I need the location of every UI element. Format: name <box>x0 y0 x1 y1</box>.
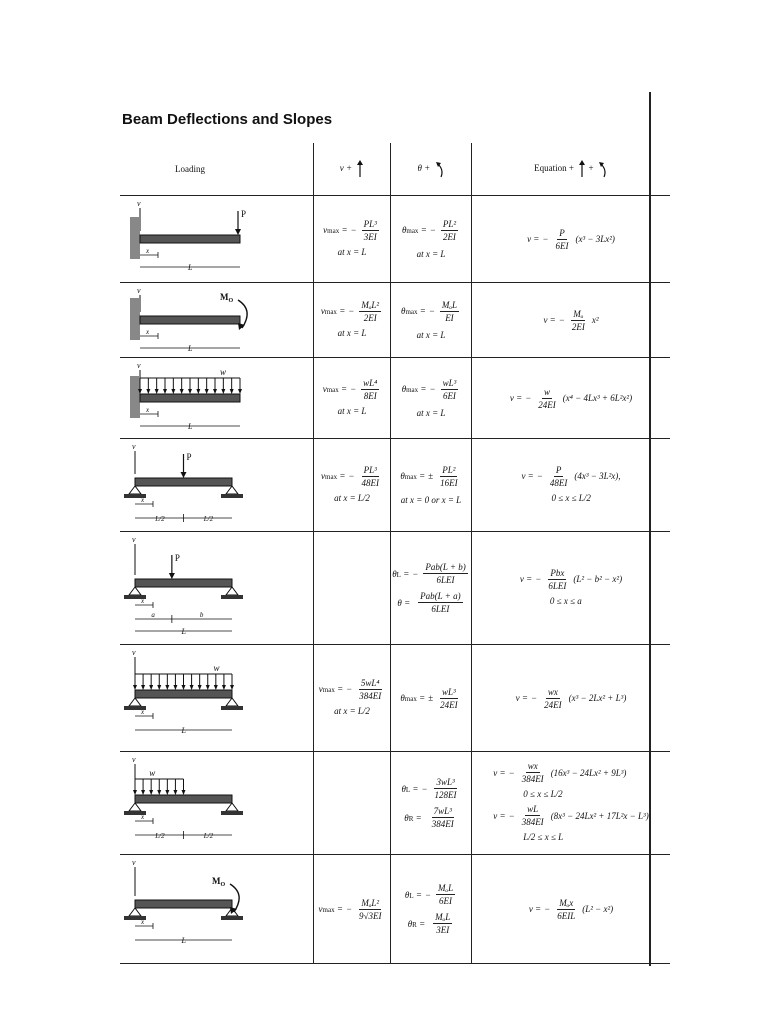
formula-line <box>392 561 470 586</box>
formula-lhs: θmax = <box>401 225 427 235</box>
loading-diagram-cell <box>120 439 314 532</box>
formula-line <box>323 377 382 402</box>
roller-support-right <box>221 698 243 710</box>
distributed-load <box>133 674 234 690</box>
fraction-numerator: P <box>559 227 565 238</box>
fraction <box>362 218 379 243</box>
dimension-lines <box>135 501 232 522</box>
beam-table <box>120 143 670 964</box>
distributed-load-label: w <box>220 367 227 377</box>
fraction <box>430 805 456 830</box>
location-note: at x = L <box>416 248 446 259</box>
fraction-denominator: 384EI <box>521 774 544 784</box>
moment-label: $M_O$ <box>220 292 234 304</box>
dim-label-length: L <box>181 627 186 636</box>
dim-label-x: x <box>141 918 145 926</box>
formula-tail: (x³ − 3Lx²) <box>575 234 615 244</box>
formula-lhs: v = <box>493 767 506 778</box>
formula-line <box>527 227 615 252</box>
formula-lhs: vmax = <box>318 684 344 694</box>
formula-line <box>400 464 461 489</box>
formula-sign: − <box>429 225 436 235</box>
formula-sign: − <box>424 889 432 900</box>
formula-sign: − <box>508 767 515 778</box>
ccw-rotation-icon <box>598 160 608 178</box>
range-note: L/2 ≤ x ≤ L <box>523 832 564 842</box>
fraction-numerator: PL³ <box>363 218 377 229</box>
loading-diagram-cell <box>120 283 314 358</box>
fraction-numerator: MₒL <box>435 912 451 922</box>
distributed-load-label: w <box>213 663 220 673</box>
formula-lhs: v = <box>493 810 506 821</box>
formula-lhs: vmax = <box>321 471 346 481</box>
formula-tail: (x⁴ − 4Lx³ + 6L²x²) <box>562 393 633 403</box>
fraction-denominator: 384EI <box>359 690 382 701</box>
fraction-numerator: 7wL³ <box>433 806 452 816</box>
formula-line <box>510 386 632 411</box>
dim-label-x: x <box>141 813 145 821</box>
loading-diagram-cell <box>120 855 314 964</box>
formula-lhs: v = <box>527 234 540 244</box>
location-note: at x = L/2 <box>334 705 370 716</box>
dim-label-left: L/2 <box>155 515 165 523</box>
dim-label-x: x <box>146 328 150 336</box>
table-row <box>120 358 670 439</box>
formula-line <box>321 464 383 489</box>
location-note: at x = L <box>416 329 446 340</box>
fraction <box>361 377 379 402</box>
formula-sign: − <box>508 810 515 821</box>
table-row <box>120 752 670 855</box>
formula-tail: (L² − x²) <box>582 904 614 914</box>
formula-line <box>402 218 460 243</box>
up-arrow-icon <box>356 160 364 178</box>
fraction <box>357 677 383 702</box>
fraction-numerator: Pab(L + a) <box>420 591 461 601</box>
fraction-denominator: 9√3EI <box>359 910 382 921</box>
fraction-numerator: wL <box>527 804 539 814</box>
dim-label-left: L/2 <box>155 832 165 840</box>
fraction-numerator: wL³ <box>442 377 457 388</box>
max-deflection-cell <box>314 855 391 964</box>
fraction-denominator: 2EI <box>363 312 377 323</box>
fraction <box>542 686 564 711</box>
loading-diagram <box>120 196 258 282</box>
dim-label-x: x <box>146 406 150 414</box>
fixed-wall-support <box>130 217 140 259</box>
fraction-numerator: wx <box>527 761 538 771</box>
dim-label-x: x <box>141 496 145 504</box>
fraction-denominator: 6EI <box>555 240 569 251</box>
formula-lhs: θR = <box>407 918 426 929</box>
formula-lhs: θL = <box>404 889 422 900</box>
formula-sign: − <box>544 904 551 914</box>
formula-lhs: θmax = <box>400 693 426 703</box>
loading-diagram-cell <box>120 752 314 855</box>
beam <box>140 394 240 402</box>
dim-label-length: L <box>188 263 193 272</box>
fraction-denominator: 2EI <box>442 231 456 242</box>
beam <box>135 478 232 486</box>
formula-lhs: v = <box>528 904 542 914</box>
table-row <box>120 855 670 964</box>
fraction-denominator: 3EI <box>363 231 377 242</box>
fraction-numerator: 5wL⁴ <box>360 677 380 688</box>
fraction-denominator: 6EI <box>442 390 456 401</box>
fraction-numerator: MₒL² <box>361 299 380 310</box>
formula-line <box>402 377 461 402</box>
fraction <box>536 386 558 411</box>
formula-line <box>400 686 461 711</box>
distributed-load <box>133 779 186 795</box>
loading-diagram <box>120 532 258 644</box>
formula-lhs: v = <box>515 693 528 703</box>
loading-diagram-cell <box>120 532 314 645</box>
fraction <box>357 897 383 922</box>
formula-lhs: vmax = <box>322 384 348 394</box>
location-note: at x = L <box>416 407 446 418</box>
fraction-denominator: 6EIL <box>557 910 576 921</box>
header-slope: θ + <box>391 143 472 196</box>
elastic-curve-equation-cell <box>472 283 671 358</box>
fraction <box>433 911 452 936</box>
fraction-numerator: PL³ <box>363 464 377 475</box>
dim-label-length: L <box>188 344 193 353</box>
formula-line <box>397 590 464 615</box>
formula-sign: − <box>350 384 357 394</box>
dim-label-x: x <box>146 247 150 255</box>
formula-lhs: vmax = <box>323 225 348 235</box>
fraction-numerator: Pab(L + b) <box>425 562 466 572</box>
fraction-denominator: 6EI <box>439 896 453 906</box>
fraction-numerator: MₒL² <box>361 897 380 908</box>
fraction-denominator: EI <box>445 312 454 323</box>
v-axis-label: v <box>132 442 136 451</box>
formula-tail: (x³ − 2Lx² + L³) <box>568 693 627 703</box>
fraction <box>440 299 459 324</box>
formula-lhs: θL = <box>392 568 410 579</box>
formula-line <box>543 308 598 333</box>
fraction-denominator: 48EI <box>361 477 379 488</box>
fixed-wall-support <box>130 376 140 418</box>
formula-sign: − <box>429 384 436 394</box>
header-deflection: v + <box>314 143 391 196</box>
fraction-numerator: w <box>544 386 551 397</box>
formula-lhs: θ = <box>397 597 411 608</box>
fraction <box>520 760 546 785</box>
formula-lhs: v = <box>519 574 533 584</box>
fraction <box>570 308 587 333</box>
loading-diagram <box>120 439 258 531</box>
formula-sign: − <box>535 574 542 584</box>
formula-sign: ± <box>428 471 434 481</box>
dim-label-right: L/2 <box>203 515 214 523</box>
header-loading: Loading <box>120 143 314 196</box>
location-note: at x = L <box>337 327 367 338</box>
dim-label-x: x <box>141 597 145 605</box>
fraction <box>520 803 546 828</box>
dim-label-length: L <box>181 726 186 735</box>
fraction <box>436 882 455 907</box>
max-deflection-cell <box>314 645 391 752</box>
v-axis-label: v <box>137 199 141 208</box>
formula-line <box>321 299 383 324</box>
slope-cell <box>391 532 472 645</box>
moment-label: $M_O$ <box>212 876 226 888</box>
loading-diagram <box>120 752 258 854</box>
slope-cell <box>391 645 472 752</box>
roller-support-right <box>221 587 243 599</box>
fraction-numerator: PL² <box>442 464 456 475</box>
fraction-denominator: 3EI <box>436 925 450 935</box>
dim-label-b: b <box>199 611 204 619</box>
beam <box>140 316 240 324</box>
formula-tail: (16x³ − 24Lx² + 9L³) <box>550 767 627 778</box>
v-axis-label: v <box>137 361 141 370</box>
formula-sign: − <box>421 783 428 794</box>
formula-sign: − <box>428 306 435 316</box>
fraction-denominator: 6LEI <box>436 575 455 585</box>
v-axis-label: v <box>132 535 136 544</box>
formula-line <box>408 911 455 936</box>
fraction <box>553 227 570 252</box>
table-row <box>120 196 670 283</box>
location-note: at x = L/2 <box>334 492 370 503</box>
location-note: at x = L <box>337 405 367 416</box>
formula-sign: − <box>531 693 538 703</box>
elastic-curve-equation-cell <box>472 752 671 855</box>
point-load-label: P <box>174 553 180 563</box>
formula-line <box>529 897 613 922</box>
slope-cell <box>391 358 472 439</box>
fraction <box>359 464 381 489</box>
distributed-load-label: w <box>149 768 156 778</box>
loading-diagram-cell <box>120 645 314 752</box>
loading-diagram <box>120 283 258 357</box>
v-axis-label: v <box>132 648 136 657</box>
v-axis-label: v <box>132 755 136 764</box>
roller-support-right <box>221 803 243 815</box>
formula-tail: x² <box>591 315 599 325</box>
v-axis-label: v <box>132 858 136 867</box>
fraction <box>441 218 458 243</box>
formula-line <box>323 218 381 243</box>
fraction-denominator: 2EI <box>571 321 585 332</box>
fraction <box>441 377 459 402</box>
beam <box>135 579 232 587</box>
fraction-denominator: 8EI <box>363 390 377 401</box>
formula-sign: − <box>558 315 565 325</box>
max-deflection-cell <box>314 752 391 855</box>
formula-sign: − <box>348 306 355 316</box>
formula-line <box>520 567 622 592</box>
dimension-lines <box>135 818 232 839</box>
formula-line <box>319 677 385 702</box>
formula-sign: − <box>542 234 549 244</box>
fraction-denominator: 24EI <box>544 699 562 710</box>
fraction <box>555 897 577 922</box>
arrow-head-icon <box>235 229 241 235</box>
fraction-denominator: 24EI <box>538 399 556 410</box>
fraction-denominator: 6LEI <box>548 580 567 591</box>
document-title: Beam Deflections and Slopes <box>122 111 333 128</box>
slope-cell <box>391 752 472 855</box>
formula-line <box>521 464 620 489</box>
arrow-head-icon <box>169 573 175 579</box>
max-deflection-cell <box>314 439 391 532</box>
slope-cell <box>391 439 472 532</box>
fraction-numerator: P <box>555 464 562 475</box>
fraction-numerator: MₒL <box>438 883 454 893</box>
fraction-numerator: Pbx <box>550 567 565 578</box>
up-arrow-icon <box>578 160 586 178</box>
table-row <box>120 283 670 358</box>
beam <box>140 235 240 243</box>
formula-line <box>516 686 627 711</box>
table-row <box>120 439 670 532</box>
formula-lhs: θmax = <box>400 471 426 481</box>
formula-line <box>405 882 457 907</box>
beam <box>135 900 232 908</box>
elastic-curve-equation-cell <box>472 439 671 532</box>
max-deflection-cell <box>314 358 391 439</box>
fraction <box>546 567 568 592</box>
formula-lhs: θL = <box>401 783 419 794</box>
fraction <box>418 590 462 615</box>
range-note: 0 ≤ x ≤ L/2 <box>523 789 563 799</box>
fraction-denominator: 48EI <box>549 477 568 488</box>
formula-lhs: vmax = <box>320 306 346 316</box>
formula-lhs: θmax = <box>401 306 426 316</box>
elastic-curve-equation-cell <box>472 645 671 752</box>
fraction-denominator: 24EI <box>440 699 458 710</box>
formula-lhs: θR = <box>404 812 422 823</box>
formula-line <box>319 897 386 922</box>
elastic-curve-equation-cell <box>472 855 671 964</box>
ccw-rotation-icon <box>435 160 445 178</box>
max-deflection-cell <box>314 196 391 283</box>
dim-label-x: x <box>141 708 145 716</box>
v-axis-label: v <box>137 286 141 295</box>
formula-tail: (4x³ − 3L²x), <box>574 471 621 481</box>
formula-lhs: v = <box>521 471 534 481</box>
range-note: 0 ≤ x ≤ a <box>549 595 582 606</box>
header-equation: Equation + + <box>472 143 671 196</box>
location-note: at x = 0 or x = L <box>400 494 462 505</box>
formula-lhs: v = <box>543 315 556 325</box>
fraction-numerator: 3wL³ <box>436 777 455 787</box>
fraction-numerator: wx <box>547 686 558 697</box>
dim-label-right: L/2 <box>203 832 214 840</box>
fraction-numerator: wL⁴ <box>363 377 378 388</box>
fraction-denominator: 128EI <box>434 790 457 800</box>
fraction-denominator: 384EI <box>431 819 454 829</box>
roller-support-right <box>221 486 243 498</box>
loading-diagram <box>120 645 258 751</box>
formula-sign: − <box>345 904 353 914</box>
range-note: 0 ≤ x ≤ L/2 <box>551 492 591 503</box>
formula-line <box>493 803 648 828</box>
dim-label-length: L <box>181 936 186 945</box>
loading-diagram-cell <box>120 196 314 283</box>
fraction <box>433 776 459 801</box>
arrow-head-icon <box>181 472 187 478</box>
formula-sign: − <box>350 225 357 235</box>
fraction <box>438 686 460 711</box>
max-deflection-cell <box>314 283 391 358</box>
formula-lhs: θmax = <box>401 384 427 394</box>
formula-line <box>401 299 461 324</box>
formula-lhs: v = <box>509 393 523 403</box>
fraction-denominator: 16EI <box>440 477 458 488</box>
fraction-denominator: 6LEI <box>431 604 450 614</box>
table-body <box>120 196 670 964</box>
slope-cell <box>391 855 472 964</box>
table-row <box>120 532 670 645</box>
fraction <box>438 464 460 489</box>
elastic-curve-equation-cell <box>472 358 671 439</box>
table-header-row <box>120 143 670 196</box>
point-load-label: P <box>186 452 192 462</box>
loading-diagram <box>120 855 258 963</box>
formula-tail: (L² − b² − x²) <box>573 574 623 584</box>
slope-cell <box>391 196 472 283</box>
table-row <box>120 645 670 752</box>
fraction <box>423 561 467 586</box>
elastic-curve-equation-cell <box>472 196 671 283</box>
fraction-numerator: MₒL <box>441 299 457 310</box>
fraction-numerator: Mₒ <box>573 308 584 319</box>
fraction-numerator: wL³ <box>442 686 456 697</box>
location-note: at x = L <box>337 246 367 257</box>
beam <box>135 795 232 803</box>
formula-line <box>493 760 626 785</box>
slope-cell <box>391 283 472 358</box>
fraction-denominator: 384EI <box>521 817 544 827</box>
loading-diagram-cell <box>120 358 314 439</box>
formula-sign: ± <box>428 693 434 703</box>
fraction <box>548 464 570 489</box>
formula-sign: − <box>348 471 355 481</box>
formula-lhs: vmax = <box>318 904 343 914</box>
dim-label-a: a <box>151 611 155 619</box>
formula-tail: (8x³ − 24Lx² + 17L²x − L³) <box>550 810 649 821</box>
beam <box>135 690 232 698</box>
loading-diagram <box>120 358 258 438</box>
distributed-load <box>138 378 242 394</box>
fixed-wall-support <box>130 298 140 340</box>
fraction <box>359 299 381 324</box>
formula-sign: − <box>525 393 532 403</box>
formula-sign: − <box>536 471 543 481</box>
formula-line <box>401 776 460 801</box>
max-deflection-cell <box>314 532 391 645</box>
formula-sign: − <box>346 684 353 694</box>
dim-label-length: L <box>188 422 193 431</box>
elastic-curve-equation-cell <box>472 532 671 645</box>
formula-line <box>404 805 457 830</box>
point-load-label: P <box>241 209 247 219</box>
fraction-numerator: PL² <box>442 218 457 229</box>
fraction-numerator: Mₒx <box>559 897 574 908</box>
formula-sign: − <box>412 568 419 579</box>
